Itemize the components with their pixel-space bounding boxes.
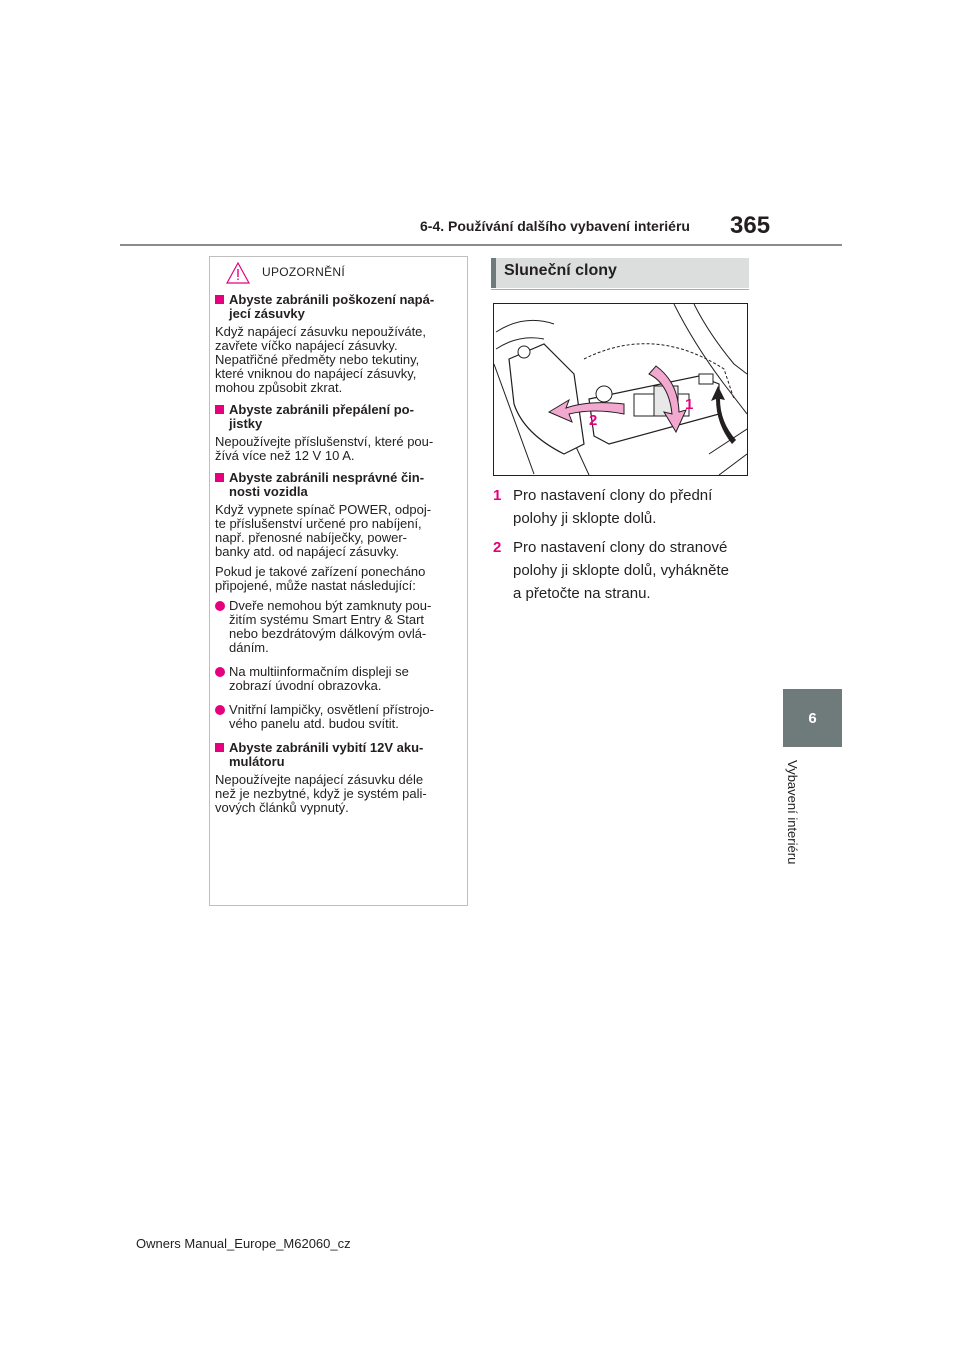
paragraph-line: připojené, může nastat následující: xyxy=(215,578,416,593)
sun-visor-drawing xyxy=(494,304,747,475)
paragraph-line: Nepoužívejte příslušenství, které pou- xyxy=(215,434,434,449)
warning-section xyxy=(215,471,463,731)
paragraph-line: banky atd. od napájecí zásuvky. xyxy=(215,544,400,559)
warning-paragraph xyxy=(215,325,463,395)
bullet-line: Na multiinformačním displeji se xyxy=(229,664,409,679)
warning-section xyxy=(215,741,463,815)
heading-line: mulátoru xyxy=(229,754,285,769)
round-bullet-icon xyxy=(215,601,225,611)
round-bullet-icon xyxy=(215,705,225,715)
bullet-line: dáním. xyxy=(229,640,269,655)
paragraph-line: te příslušenství určené pro nabíjení, xyxy=(215,516,422,531)
step-line: Pro nastavení clony do přední xyxy=(513,487,713,504)
bullet-line: žitím systému Smart Entry & Start xyxy=(229,612,425,627)
paragraph-line: žívá více než 12 V 10 A. xyxy=(215,448,355,463)
footer-text: Owners Manual_Europe_M62060_cz xyxy=(136,1236,351,1251)
square-bullet-icon xyxy=(215,405,224,414)
heading-line: Abyste zabránili vybití 12V aku- xyxy=(229,740,424,755)
bullet-line: Vnitřní lampičky, osvětlení přístrojo- xyxy=(229,702,434,717)
warning-paragraph xyxy=(215,435,463,463)
square-bullet-icon xyxy=(215,743,224,752)
paragraph-line: než je nezbytné, když je systém pali- xyxy=(215,786,427,801)
paragraph-line: vových článků vypnutý. xyxy=(215,800,349,815)
bullet-line: vého panelu atd. budou svítit. xyxy=(229,716,399,731)
header-divider xyxy=(120,244,842,246)
step-number: 2 xyxy=(493,539,502,556)
bullet-line: Dveře nemohou být zamknuty pou- xyxy=(229,598,432,613)
heading-line: jistky xyxy=(229,416,263,431)
heading-line: Abyste zabránili poškození napá- xyxy=(229,292,435,307)
chapter-title: 6-4. Používání dalšího vybavení interiéru xyxy=(420,218,690,234)
warning-section-heading xyxy=(215,293,463,321)
paragraph-line: Když vypnete spínač POWER, odpoj- xyxy=(215,502,432,517)
chapter-tab: 6 xyxy=(783,689,842,747)
section-title: Sluneční clony xyxy=(504,262,617,279)
sun-visor-illustration xyxy=(493,303,748,476)
step-number: 1 xyxy=(493,487,502,504)
paragraph-line: mohou způsobit zkrat. xyxy=(215,380,343,395)
step-item xyxy=(493,484,755,530)
chapter-tab-label: Vybavení interiéru xyxy=(785,760,800,865)
step-line: polohy ji sklopte dolů, vyhákněte xyxy=(513,562,729,579)
warning-section-heading xyxy=(215,403,463,431)
warning-bullet xyxy=(215,703,463,731)
warning-paragraph xyxy=(215,565,463,593)
paragraph-line: které vniknou do napájecí zásuvky, xyxy=(215,366,417,381)
paragraph-line: Nepoužívejte napájecí zásuvku déle xyxy=(215,772,424,787)
warning-section xyxy=(215,293,463,395)
warning-title: UPOZORNĚNÍ xyxy=(262,265,346,279)
paragraph-line: Pokud je takové zařízení ponecháno xyxy=(215,564,426,579)
warning-bullet xyxy=(215,599,463,655)
warning-section-heading xyxy=(215,471,463,499)
bullet-line: nebo bezdrátovým dálkovým ovlá- xyxy=(229,626,427,641)
bullet-line: zobrazí úvodní obrazovka. xyxy=(229,678,382,693)
heading-line: jecí zásuvky xyxy=(229,306,305,321)
warning-paragraph xyxy=(215,503,463,559)
warning-header xyxy=(210,257,467,287)
square-bullet-icon xyxy=(215,473,224,482)
warning-bullet xyxy=(215,665,463,693)
callout-2: 2 xyxy=(589,412,598,429)
heading-line: Abyste zabránili nesprávné čin- xyxy=(229,470,425,485)
step-line: polohy ji sklopte dolů. xyxy=(513,510,657,527)
section-divider xyxy=(491,289,749,290)
round-bullet-icon xyxy=(215,667,225,677)
section-header xyxy=(491,258,749,288)
paragraph-line: Nepatřičné předměty nebo tekutiny, xyxy=(215,352,420,367)
warning-paragraph xyxy=(215,773,463,815)
step-line: a přetočte na stranu. xyxy=(513,585,651,602)
paragraph-line: např. přenosné nabíječky, power- xyxy=(215,530,407,545)
step-item xyxy=(493,536,755,605)
steps-list xyxy=(493,484,755,611)
heading-line: nosti vozidla xyxy=(229,484,308,499)
paragraph-line: Když napájecí zásuvku nepoužíváte, xyxy=(215,324,427,339)
warning-section-heading xyxy=(215,741,463,769)
paragraph-line: zavřete víčko napájecí zásuvky. xyxy=(215,338,398,353)
warning-triangle-icon xyxy=(226,262,250,284)
step-line: Pro nastavení clony do stranové xyxy=(513,539,728,556)
square-bullet-icon xyxy=(215,295,224,304)
callout-1: 1 xyxy=(685,396,694,413)
page-number: 365 xyxy=(730,212,771,239)
warning-section xyxy=(215,403,463,463)
warning-box xyxy=(209,256,468,906)
warning-body xyxy=(215,293,463,823)
heading-line: Abyste zabránili přepálení po- xyxy=(229,402,414,417)
